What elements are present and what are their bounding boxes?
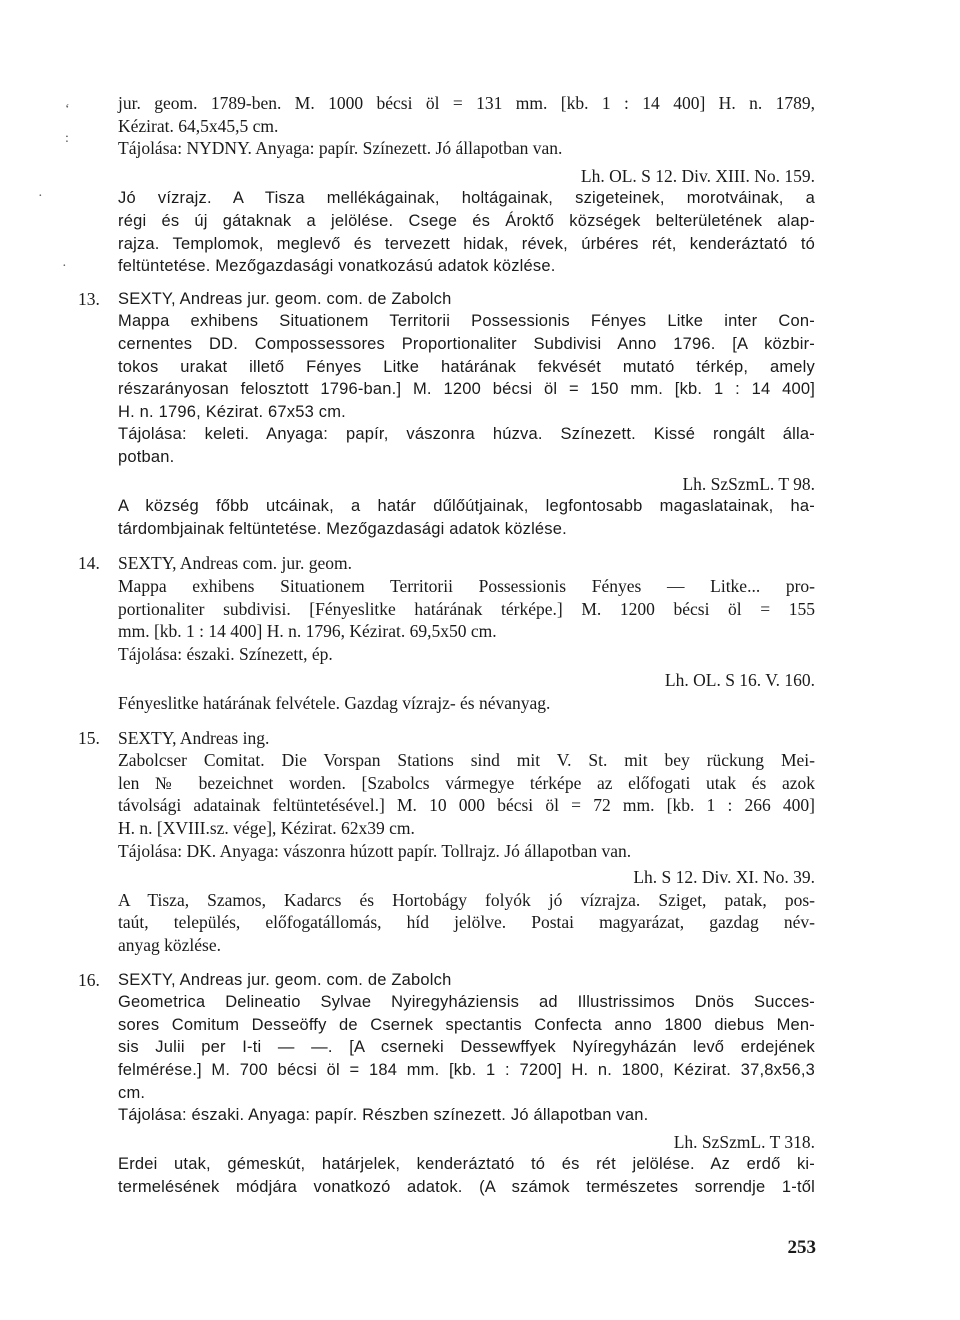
entry-number: 14. bbox=[78, 553, 100, 574]
description-line: A Tisza, Szamos, Kadarcs és Hortobágy folyók jó vízrajza. Sziget, patak, pos- bbox=[118, 889, 815, 910]
entry-line: Tájolása: északi. Színezett, ép. bbox=[118, 643, 333, 664]
entry-line: tokos urakat illető Fényes Litke határának fekvését mutató térkép, amely bbox=[118, 357, 815, 376]
description-line: termelésének módjára vonatkozó adatok. (A számok természetes sorrendje 1-től bbox=[118, 1178, 815, 1196]
scan-speck: · bbox=[38, 189, 43, 204]
scan-speck: : bbox=[65, 131, 69, 146]
entry-author: SEXTY, Andreas com. jur. geom. bbox=[118, 553, 352, 574]
entry-line: Tájolása: északi. Anyaga: papír. Részben színezett. Jó állapotban van. bbox=[118, 1106, 649, 1125]
entry-line: Mappa exhibens Situationem Territorii Possessionis Fényes Litke inter Con- bbox=[118, 312, 815, 331]
archive-reference: Lh. OL. S 12. Div. XIII. No. 159. bbox=[580, 165, 815, 186]
description-line: feltüntetése. Mezőgazdasági vonatkozású adatok közlése. bbox=[118, 257, 556, 276]
entry-author: SEXTY, Andreas ing. bbox=[118, 727, 270, 748]
description-line: Erdei utak, gémeskút, határjelek, kenderáztató tó és rét jelölése. Az erdő ki- bbox=[118, 1155, 815, 1174]
entry-line: sores Comitum Desseöffy de Csernek spectantis Confecta anno 1800 diebus Men- bbox=[118, 1015, 815, 1034]
archive-reference: Lh. S 12. Div. XI. No. 39. bbox=[633, 867, 815, 888]
archive-reference: Lh. OL. S 16. V. 160. bbox=[664, 670, 815, 691]
entry-line: Tájolása: DK. Anyaga: vászonra húzott papír. Tollrajz. Jó állapotban van. bbox=[118, 840, 632, 861]
entry-line: felmérése.] M. 700 bécsi öl = 184 mm. [kb. 1 : 7200] H. n. 1800, Kézirat. 37,8x56,3 bbox=[118, 1061, 815, 1079]
entry-line: cernentes DD. Compossessores Proportionaliter Subdivisi Anno 1796. [A közbir- bbox=[118, 335, 815, 353]
entry-line: len № bezeichnet worden. [Szabolcs vármegye térképe az előfogati utak és azok bbox=[118, 772, 815, 793]
entry-line: H. n. [XVIII.sz. vége], Kézirat. 62x39 cm. bbox=[118, 818, 415, 838]
description-line: A község főbb utcáinak, a határ dűlőútjainak, legfontosabb magaslatainak, ha- bbox=[118, 497, 815, 516]
scan-speck: ‘ bbox=[65, 102, 70, 117]
entry-line: jur. geom. 1789-ben. M. 1000 bécsi öl = 131 mm. [kb. 1 : 14 400] H. n. 1789, bbox=[118, 93, 815, 113]
entry-line: Geometrica Delineatio Sylvae Nyiregyháziensis ad Illustrissimos Dnös Succes- bbox=[118, 993, 815, 1012]
description-line: Fényeslitke határának felvétele. Gazdag vízrajz- és névanyag. bbox=[118, 693, 551, 713]
entry-line: potban. bbox=[118, 448, 175, 466]
entry-line: sis Julii per I-ti — —. [A cserneki Dessewffyek Nyíregyházán levő erdejének bbox=[118, 1038, 815, 1057]
entry-number: 16. bbox=[78, 969, 100, 990]
scan-speck: · bbox=[62, 259, 67, 274]
entry-line: távolsági adatainak feltüntetésével.] M. 10 000 bécsi öl = 72 mm. [kb. 1 : 266 400] bbox=[118, 795, 815, 816]
entry-line: Tájolása: keleti. Anyaga: papír, vászonra húzva. Színezett. Kissé rongált álla- bbox=[118, 425, 815, 444]
entry-line: Mappa exhibens Situationem Territorii Possessionis Fényes — Litke... pro- bbox=[118, 576, 815, 596]
entry-line: mm. [kb. 1 : 14 400] H. n. 1796, Kézirat. 69,5x50 cm. bbox=[118, 621, 497, 642]
entry-number: 15. bbox=[78, 727, 100, 748]
entry-number: 13. bbox=[78, 288, 100, 309]
entry-line: portionaliter subdivisi. [Fényeslitke határának térképe.] M. 1200 bécsi öl = 155 bbox=[118, 598, 815, 619]
entry-line: Tájolása: NYDNY. Anyaga: papír. Színezett. Jó állapotban van. bbox=[118, 138, 563, 159]
description-line: tárdombjainak feltüntetése. Mezőgazdasági adatok közlése. bbox=[118, 519, 567, 538]
description-line: anyag közlése. bbox=[118, 935, 222, 955]
page-number: 253 bbox=[787, 1237, 816, 1258]
archive-reference: Lh. SzSzmL. T 318. bbox=[673, 1131, 815, 1152]
entry-line: H. n. 1796, Kézirat. 67x53 cm. bbox=[118, 402, 346, 421]
entry-line: Kézirat. 64,5x45,5 cm. bbox=[118, 115, 279, 136]
description-line: régi és új gátaknak a jelölése. Csege és Ároktő községek belterületének alap- bbox=[118, 212, 815, 230]
entry-author: SEXTY, Andreas jur. geom. com. de Zabolch bbox=[118, 289, 452, 308]
entry-line: részarányosan felosztott 1796-ban.] M. 1200 bécsi öl = 150 mm. [kb. 1 : 14 400] bbox=[118, 380, 815, 399]
description-line: rajza. Templomok, meglevő és tervezett hidak, révek, úrbéres rét, kenderáztató tó bbox=[118, 234, 815, 253]
entry-author: SEXTY, Andreas jur. geom. com. de Zabolch bbox=[118, 970, 452, 989]
description-line: taút, település, előfogatállomás, híd jelölve. Postai magyarázat, gazdag név- bbox=[118, 912, 815, 933]
description-line: Jó vízrajz. A Tisza mellékágainak, holtágainak, szigeteinek, morotváinak, a bbox=[118, 189, 815, 208]
archive-reference: Lh. SzSzmL. T 98. bbox=[682, 473, 815, 494]
entry-line: cm. bbox=[118, 1083, 146, 1102]
entry-line: Zabolcser Comitat. Die Vorspan Stations sind mit V. St. mit bey rückung Mei- bbox=[118, 750, 815, 771]
